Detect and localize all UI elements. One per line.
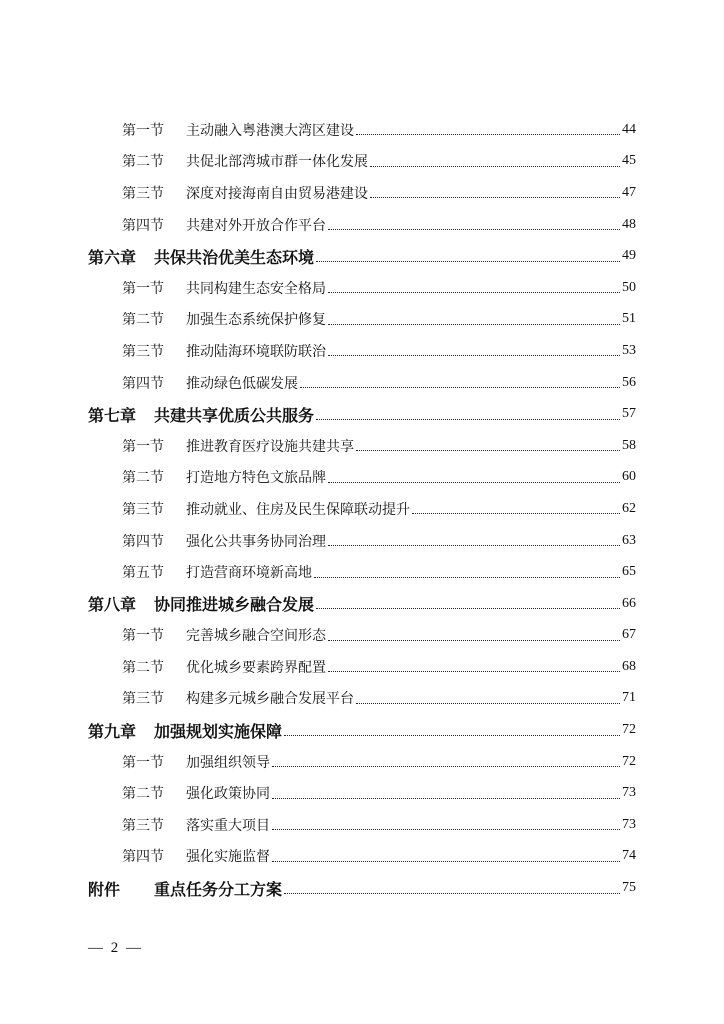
toc-page-number: 63 — [622, 532, 636, 548]
toc-entry-title: 强化实施监督 — [186, 849, 270, 866]
toc-page-number: 51 — [622, 311, 636, 327]
toc-entry-title: 加强生态系统保护修复 — [186, 312, 326, 329]
toc-chapter-row[interactable] — [0, 398, 724, 430]
toc-section-row[interactable] — [0, 841, 724, 873]
page-number-footer: — 2 — — [88, 940, 143, 956]
toc-entry-number: 第六章 — [88, 247, 137, 267]
toc-section-row[interactable] — [0, 367, 724, 399]
toc-entry-title: 加强组织领导 — [186, 754, 270, 771]
toc-entry-title: 强化政策协同 — [186, 786, 270, 803]
toc-entry-title: 共保共治优美生态环境 — [154, 247, 315, 267]
toc-entry-number: 第二节 — [122, 312, 164, 329]
toc-entry-number: 第三节 — [122, 817, 164, 834]
toc-entry-title: 加强规划实施保障 — [154, 721, 283, 741]
toc-page-number: 68 — [622, 658, 636, 674]
toc-entry-number: 第四节 — [122, 375, 164, 392]
dot-leader — [316, 419, 620, 420]
toc-chapter-row[interactable] — [0, 588, 724, 620]
toc-page-number: 73 — [622, 816, 636, 832]
dot-leader — [284, 893, 620, 894]
toc-entry-number: 第二节 — [122, 659, 164, 676]
toc-entry-number: 第二节 — [122, 154, 164, 171]
toc-section-row[interactable] — [0, 493, 724, 525]
dot-leader — [272, 829, 620, 830]
toc-page-number: 65 — [622, 564, 636, 580]
toc-page-number: 57 — [622, 406, 636, 422]
toc-entry-title: 深度对接海南自由贸易港建设 — [186, 185, 368, 202]
dot-leader — [356, 134, 620, 135]
toc-entry-number: 第三节 — [122, 343, 164, 360]
toc-section-row[interactable] — [0, 304, 724, 336]
dot-leader — [370, 197, 620, 198]
dot-leader — [328, 671, 620, 672]
toc-entry-number: 第八章 — [88, 595, 137, 615]
dot-leader — [328, 545, 620, 546]
toc-page-number: 72 — [622, 722, 636, 738]
toc-section-row[interactable] — [0, 683, 724, 715]
dot-leader — [328, 355, 620, 356]
toc-chapter-row[interactable] — [0, 872, 724, 904]
toc-page-number: 71 — [622, 690, 636, 706]
toc-chapter-row[interactable] — [0, 714, 724, 746]
dot-leader — [284, 735, 620, 736]
toc-entry-title: 推动绿色低碳发展 — [186, 375, 298, 392]
toc-page-number: 74 — [622, 848, 636, 864]
dot-leader — [300, 387, 620, 388]
dot-leader — [316, 608, 620, 609]
toc-page-number: 53 — [622, 342, 636, 358]
toc-page-number: 45 — [622, 153, 636, 169]
dot-leader — [328, 324, 620, 325]
toc-entry-title: 共建共享优质公共服务 — [154, 405, 315, 425]
toc-section-row[interactable] — [0, 114, 724, 146]
toc-entry-title: 优化城乡要素跨界配置 — [186, 659, 326, 676]
toc-entry-number: 第一节 — [122, 628, 164, 645]
dot-leader — [412, 513, 620, 514]
dot-leader — [272, 861, 620, 862]
toc-page-number: 67 — [622, 627, 636, 643]
toc-entry-title: 打造地方特色文旅品牌 — [186, 470, 326, 487]
toc-entry-number: 第三节 — [122, 185, 164, 202]
toc-entry-title: 推进教育医疗设施共建共享 — [186, 438, 354, 455]
toc-entry-title: 推动陆海环境联防联治 — [186, 343, 326, 360]
toc-entry-number: 第三节 — [122, 501, 164, 518]
dot-leader — [356, 703, 620, 704]
toc-section-row[interactable] — [0, 651, 724, 683]
toc-page-number: 72 — [622, 753, 636, 769]
toc-page-number: 73 — [622, 785, 636, 801]
table-of-contents — [0, 114, 724, 904]
toc-entry-title: 落实重大项目 — [186, 817, 270, 834]
toc-section-row[interactable] — [0, 556, 724, 588]
toc-entry-title: 打造营商环境新高地 — [186, 565, 312, 582]
toc-entry-number: 附件 — [88, 879, 121, 899]
toc-page-number: 60 — [622, 469, 636, 485]
toc-page-number: 62 — [622, 500, 636, 516]
toc-section-row[interactable] — [0, 462, 724, 494]
toc-entry-title: 共同构建生态安全格局 — [186, 280, 326, 297]
toc-page-number: 56 — [622, 374, 636, 390]
toc-chapter-row[interactable] — [0, 240, 724, 272]
toc-page-number: 58 — [622, 437, 636, 453]
toc-entry-number: 第四节 — [122, 849, 164, 866]
toc-section-row[interactable] — [0, 746, 724, 778]
dot-leader — [272, 798, 620, 799]
toc-section-row[interactable] — [0, 525, 724, 557]
toc-page-number: 47 — [622, 184, 636, 200]
toc-entry-title: 完善城乡融合空间形态 — [186, 628, 326, 645]
toc-section-row[interactable] — [0, 272, 724, 304]
toc-section-row[interactable] — [0, 809, 724, 841]
toc-section-row[interactable] — [0, 430, 724, 462]
toc-entry-title: 共促北部湾城市群一体化发展 — [186, 154, 368, 171]
toc-entry-number: 第一节 — [122, 754, 164, 771]
dot-leader — [328, 229, 620, 230]
toc-entry-title: 协同推进城乡融合发展 — [154, 595, 315, 615]
dot-leader — [370, 166, 620, 167]
toc-section-row[interactable] — [0, 209, 724, 241]
toc-section-row[interactable] — [0, 335, 724, 367]
toc-page-number: 75 — [622, 880, 636, 896]
toc-section-row[interactable] — [0, 146, 724, 178]
toc-section-row[interactable] — [0, 177, 724, 209]
dot-leader — [272, 766, 620, 767]
toc-entry-number: 第四节 — [122, 533, 164, 550]
toc-section-row[interactable] — [0, 777, 724, 809]
dot-leader — [328, 482, 620, 483]
toc-entry-number: 第三节 — [122, 691, 164, 708]
toc-entry-title: 主动融入粤港澳大湾区建设 — [186, 122, 354, 139]
toc-entry-number: 第二节 — [122, 786, 164, 803]
toc-page-number: 50 — [622, 279, 636, 295]
toc-section-row[interactable] — [0, 620, 724, 652]
toc-page-number: 44 — [622, 121, 636, 137]
toc-page-number: 48 — [622, 216, 636, 232]
toc-entry-number: 第九章 — [88, 721, 137, 741]
dot-leader — [328, 640, 620, 641]
toc-entry-number: 第一节 — [122, 438, 164, 455]
toc-entry-number: 第七章 — [88, 405, 137, 425]
toc-entry-number: 第五节 — [122, 565, 164, 582]
toc-entry-title: 强化公共事务协同治理 — [186, 533, 326, 550]
toc-page-number: 49 — [622, 248, 636, 264]
toc-entry-number: 第一节 — [122, 280, 164, 297]
dot-leader — [356, 450, 620, 451]
toc-entry-title: 推动就业、住房及民生保障联动提升 — [186, 501, 410, 518]
toc-page-number: 66 — [622, 595, 636, 611]
toc-entry-number: 第一节 — [122, 122, 164, 139]
toc-entry-title: 重点任务分工方案 — [154, 879, 283, 899]
toc-entry-title: 共建对外开放合作平台 — [186, 217, 326, 234]
dot-leader — [314, 577, 620, 578]
dot-leader — [328, 292, 620, 293]
toc-entry-number: 第四节 — [122, 217, 164, 234]
toc-entry-title: 构建多元城乡融合发展平台 — [186, 691, 354, 708]
toc-entry-number: 第二节 — [122, 470, 164, 487]
dot-leader — [316, 261, 620, 262]
